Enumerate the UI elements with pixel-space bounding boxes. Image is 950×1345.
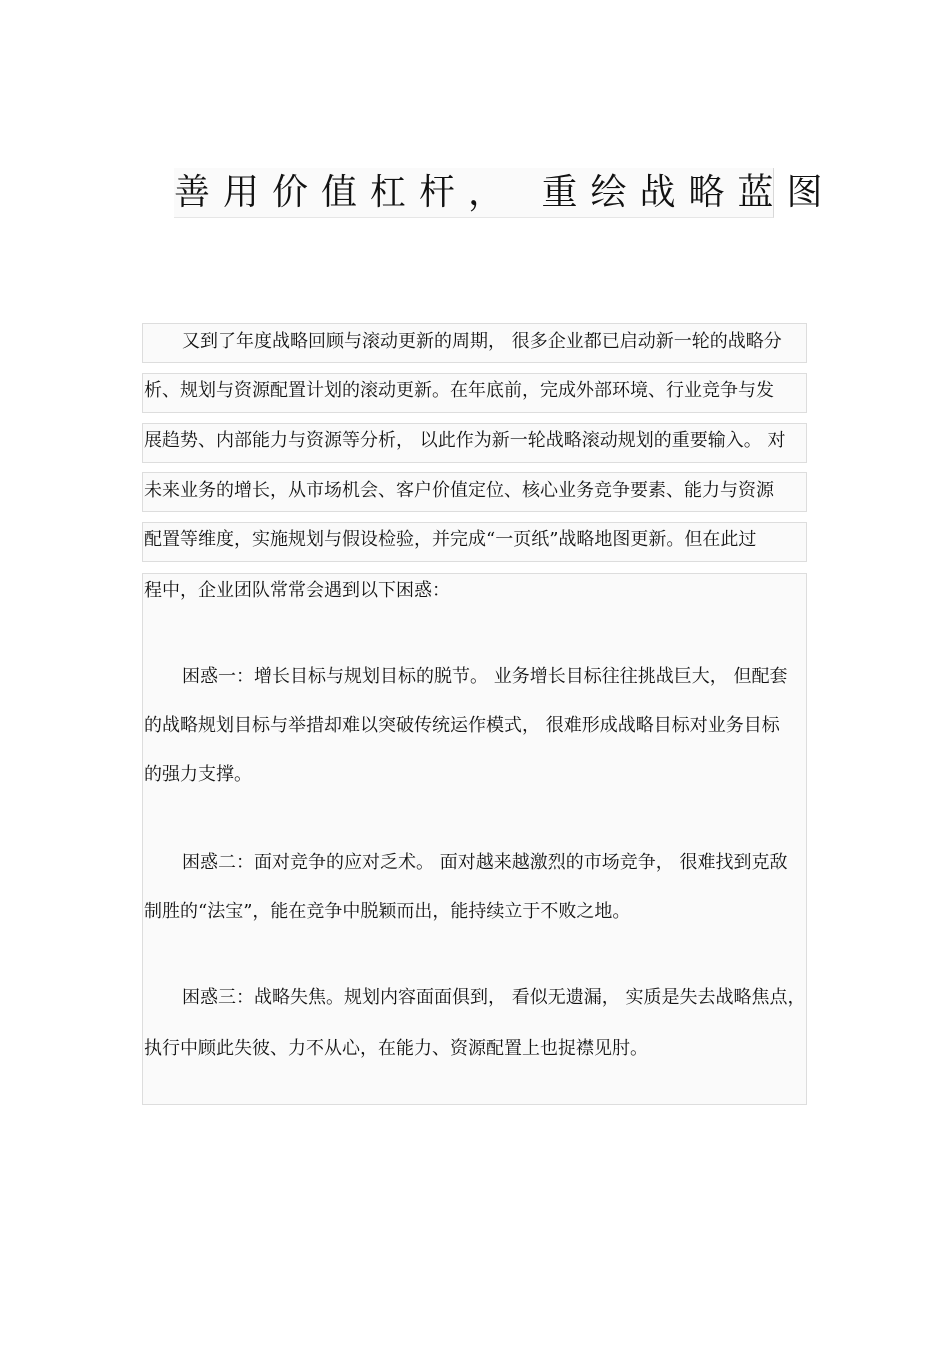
intro-line: 配置等维度，实施规划与假设检验，并完成“一页纸”战略地图更新。但在此过 — [144, 529, 757, 550]
document-title: 善用价值杠杆， 重绘战略蓝图 — [174, 172, 836, 213]
title-box — [174, 168, 836, 218]
intro-line: 未来业务的增长，从市场机会、客户价值定位、核心业务竞争要素、能力与资源 — [144, 480, 774, 501]
intro-line: 展趋势、内部能力与资源等分析， 以此作为新一轮战略滚动规划的重要输入。 对 — [144, 430, 786, 451]
content-box — [142, 573, 807, 1105]
intro-line: 又到了年度战略回顾与滚动更新的周期， 很多企业都已启动新一轮的战略分 — [182, 331, 782, 352]
issue-3-line: 执行中顾此失彼、力不从心，在能力、资源配置上也捉襟见肘。 — [144, 1038, 648, 1059]
issue-1-line: 的战略规划目标与举措却难以突破传统运作模式， 很难形成战略目标对业务目标 — [144, 715, 780, 736]
intro-line: 程中，企业团队常常会遇到以下困惑： — [144, 580, 450, 601]
issue-3-line: 困惑三：战略失焦。规划内容面面俱到， 看似无遗漏， 实质是失去战略焦点， — [182, 987, 806, 1008]
issue-1-line: 的强力支撑。 — [144, 764, 252, 785]
issue-1-line: 困惑一：增长目标与规划目标的脱节。 业务增长目标往往挑战巨大， 但配套 — [182, 666, 788, 687]
issue-2-line: 制胜的“法宝”，能在竞争中脱颖而出，能持续立于不败之地。 — [144, 901, 631, 922]
intro-line: 析、规划与资源配置计划的滚动更新。在年底前，完成外部环境、行业竞争与发 — [144, 380, 774, 401]
issue-2-line: 困惑二：面对竞争的应对乏术。 面对越来越激烈的市场竞争， 很难找到克敌 — [182, 852, 788, 873]
